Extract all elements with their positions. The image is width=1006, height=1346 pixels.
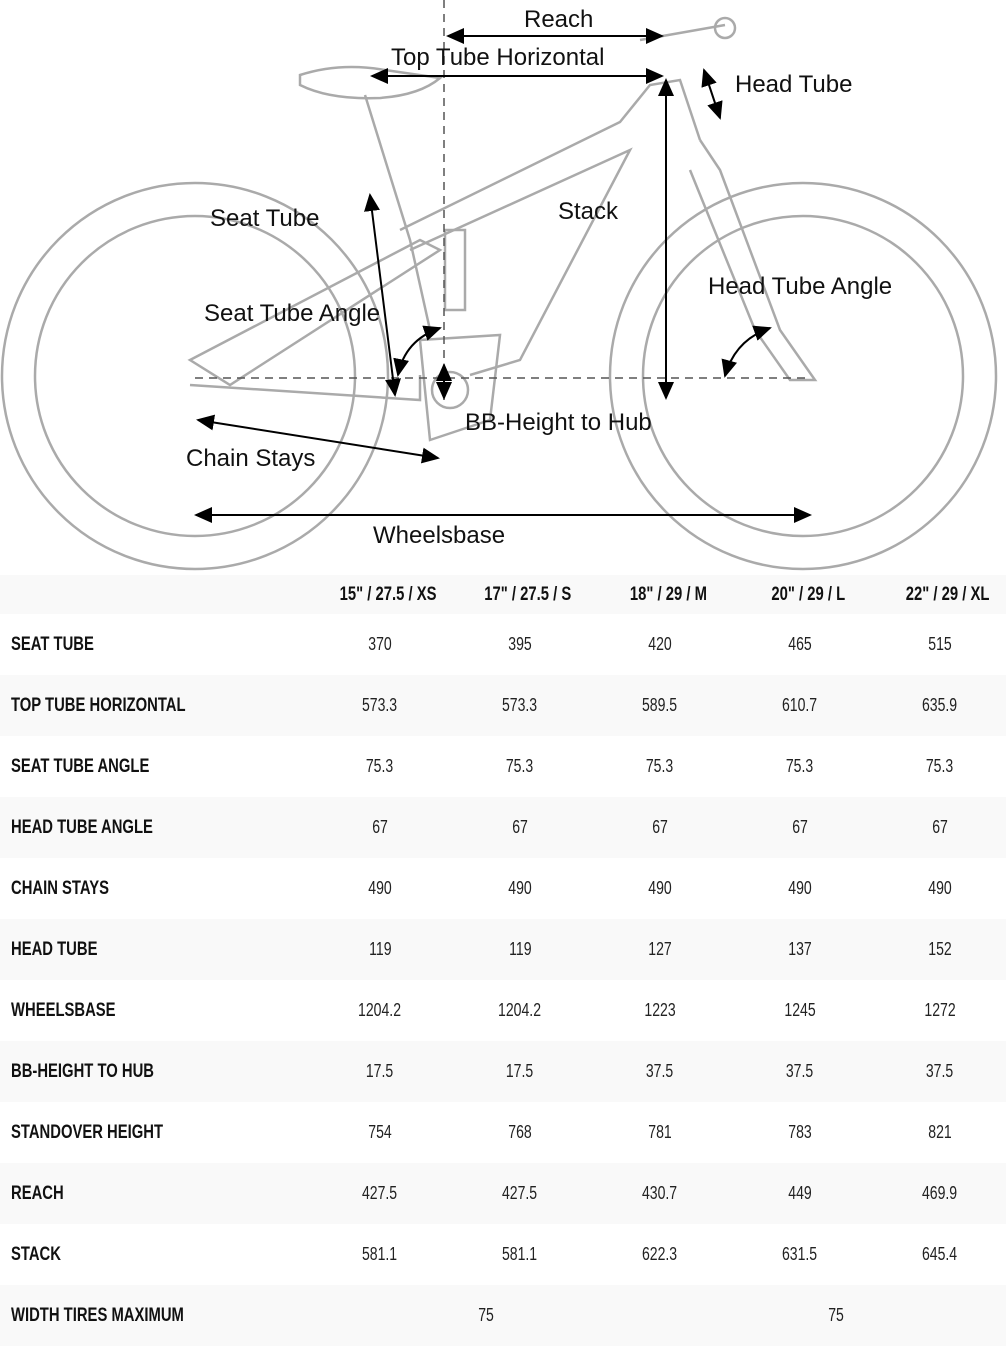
table-cell	[730, 736, 870, 797]
row-name	[11, 797, 193, 858]
cell-value: 75.3	[786, 756, 814, 776]
cell-value: 490	[648, 878, 672, 898]
table-cell	[310, 1041, 450, 1102]
table-cell	[590, 1163, 730, 1224]
table-row	[0, 614, 1006, 675]
label-head-tube-angle: Head Tube Angle	[708, 273, 893, 300]
cell-value: 152	[928, 939, 952, 959]
table-cell	[310, 1163, 450, 1224]
label-head-tube: Head Tube	[735, 71, 853, 98]
cell-value: 581.1	[362, 1244, 398, 1264]
table-row	[0, 858, 1006, 919]
cell-value: 75.3	[646, 756, 674, 776]
row-name-text: STANDOVER HEIGHT	[11, 1121, 164, 1143]
table-cell	[870, 736, 1006, 797]
label-reach: Reach	[524, 6, 594, 33]
size-column-header	[458, 575, 598, 614]
cell-value: 768	[508, 1122, 532, 1142]
cell-value: 427.5	[362, 1183, 398, 1203]
seat-angle-arrow	[398, 328, 440, 375]
row-name	[11, 736, 188, 797]
cell-value: 37.5	[926, 1061, 954, 1081]
table-cell	[450, 1163, 590, 1224]
cell-value: 17.5	[506, 1061, 534, 1081]
row-name	[11, 675, 235, 736]
cell-value: 490	[508, 878, 532, 898]
table-cell	[450, 614, 590, 675]
cell-value: 783	[788, 1122, 812, 1142]
row-name	[11, 858, 137, 919]
table-cell	[590, 858, 730, 919]
cell-value: 37.5	[646, 1061, 674, 1081]
cell-value: 1204.2	[498, 1000, 542, 1020]
label-seat-tube: Seat Tube	[210, 205, 320, 232]
cell-value: 631.5	[782, 1244, 818, 1264]
table-cell	[590, 980, 730, 1041]
table-row	[0, 1041, 1006, 1102]
table-cell	[310, 675, 450, 736]
table-cell	[730, 797, 870, 858]
table-cell	[590, 919, 730, 980]
table-cell	[730, 1041, 870, 1102]
table-row	[0, 980, 1006, 1041]
table-cell	[870, 1224, 1006, 1285]
table-cell	[450, 980, 590, 1041]
cell-value: 37.5	[786, 1061, 814, 1081]
table-cell	[310, 797, 450, 858]
table-cell	[870, 919, 1006, 980]
size-column-header	[738, 575, 878, 614]
table-cell	[416, 1285, 556, 1346]
table-cell	[730, 614, 870, 675]
cell-value: 370	[368, 634, 392, 654]
cell-value: 610.7	[782, 695, 818, 715]
table-cell	[310, 980, 450, 1041]
table-cell	[730, 1224, 870, 1285]
table-cell	[590, 797, 730, 858]
cell-value: 17.5	[366, 1061, 394, 1081]
size-label: 18" / 29 / M	[629, 583, 707, 605]
table-cell	[870, 1163, 1006, 1224]
table-cell	[730, 858, 870, 919]
cell-value: 1223	[644, 1000, 676, 1020]
table-cell	[730, 919, 870, 980]
label-stack: Stack	[558, 198, 619, 225]
seat-tube-arrow	[370, 195, 395, 395]
row-name	[11, 1285, 233, 1346]
row-name-text: WHEELSBASE	[11, 999, 116, 1021]
table-row	[0, 1285, 1006, 1346]
size-label: 22" / 29 / XL	[906, 583, 990, 605]
cell-value: 119	[368, 939, 392, 959]
table-cell	[310, 736, 450, 797]
cell-value: 1272	[924, 1000, 956, 1020]
size-column-header	[878, 575, 1006, 614]
cell-value: 427.5	[502, 1183, 538, 1203]
head-tube-arrow	[704, 70, 720, 118]
table-cell	[870, 614, 1006, 675]
cell-value: 430.7	[642, 1183, 678, 1203]
table-cell	[870, 675, 1006, 736]
table-cell	[450, 675, 590, 736]
cell-value: 75	[478, 1305, 494, 1325]
label-seat-tube-angle: Seat Tube Angle	[204, 300, 381, 327]
cell-value: 645.4	[922, 1244, 958, 1264]
rear-tire	[2, 183, 388, 569]
head-angle-arrow	[725, 328, 770, 376]
table-cell	[870, 797, 1006, 858]
cell-value: 127	[648, 939, 672, 959]
table-cell	[310, 1224, 450, 1285]
cell-value: 67	[372, 817, 388, 837]
table-cell	[450, 736, 590, 797]
table-cell	[870, 858, 1006, 919]
size-label: 20" / 29 / L	[771, 583, 845, 605]
row-name	[11, 1163, 79, 1224]
table-cell	[450, 797, 590, 858]
cell-value: 754	[368, 1122, 392, 1142]
label-bb-height: BB-Height to Hub	[465, 409, 652, 436]
table-cell	[590, 1224, 730, 1285]
cell-value: 490	[788, 878, 812, 898]
table-header	[0, 575, 1006, 614]
row-name	[11, 1102, 206, 1163]
table-cell	[310, 919, 450, 980]
label-top-tube: Top Tube Horizontal	[391, 44, 605, 71]
cell-value: 465	[788, 634, 812, 654]
cell-value: 589.5	[642, 695, 678, 715]
row-name-text: HEAD TUBE	[11, 938, 98, 960]
size-column-header	[318, 575, 458, 614]
table-cell	[730, 1163, 870, 1224]
table-cell	[310, 1102, 450, 1163]
table-cell	[450, 858, 590, 919]
table-cell	[870, 980, 1006, 1041]
table-cell	[590, 1041, 730, 1102]
cell-value: 67	[512, 817, 528, 837]
cell-value: 1204.2	[358, 1000, 402, 1020]
cell-value: 781	[648, 1122, 672, 1142]
row-name-text: SEAT TUBE ANGLE	[11, 755, 150, 777]
cell-value: 67	[792, 817, 808, 837]
row-name	[11, 1041, 194, 1102]
table-cell	[870, 1102, 1006, 1163]
row-name-text: WIDTH TIRES MAXIMUM	[11, 1304, 184, 1326]
table-cell	[450, 919, 590, 980]
cell-value: 67	[652, 817, 668, 837]
cell-value: 75.3	[926, 756, 954, 776]
table-row	[0, 1163, 1006, 1224]
row-name-text: REACH	[11, 1182, 64, 1204]
table-cell	[870, 1041, 1006, 1102]
front-tire	[610, 183, 996, 569]
row-name-text: STACK	[11, 1243, 61, 1265]
cell-value: 449	[788, 1183, 812, 1203]
table-cell	[590, 614, 730, 675]
table-cell	[730, 675, 870, 736]
table-cell	[450, 1041, 590, 1102]
cell-value: 119	[508, 939, 532, 959]
cell-value: 573.3	[362, 695, 398, 715]
table-cell	[310, 858, 450, 919]
table-row	[0, 1224, 1006, 1285]
table-cell	[730, 1102, 870, 1163]
cell-value: 1245	[784, 1000, 816, 1020]
geometry-table	[0, 575, 1006, 1346]
row-name	[11, 1224, 75, 1285]
row-name-text: CHAIN STAYS	[11, 877, 109, 899]
table-cell	[590, 675, 730, 736]
cell-value: 515	[928, 634, 952, 654]
cell-value: 573.3	[502, 695, 538, 715]
table-row	[0, 919, 1006, 980]
table-cell	[450, 1224, 590, 1285]
row-name	[11, 980, 145, 1041]
cell-value: 75.3	[506, 756, 534, 776]
geometry-diagram	[0, 0, 1006, 575]
cell-value: 420	[648, 634, 672, 654]
table-cell	[590, 1102, 730, 1163]
size-label: 17" / 27.5 / S	[484, 583, 572, 605]
size-column-header	[598, 575, 738, 614]
table-cell	[590, 736, 730, 797]
row-name	[11, 919, 122, 980]
cell-value: 75	[828, 1305, 844, 1325]
table-cell	[310, 614, 450, 675]
row-name	[11, 614, 117, 675]
cell-value: 635.9	[922, 695, 958, 715]
cell-value: 821	[928, 1122, 952, 1142]
row-name-text: HEAD TUBE ANGLE	[11, 816, 153, 838]
cell-value: 622.3	[642, 1244, 678, 1264]
cell-value: 581.1	[502, 1244, 538, 1264]
table-row	[0, 736, 1006, 797]
table-cell	[766, 1285, 906, 1346]
label-chain-stays: Chain Stays	[186, 445, 316, 472]
cell-value: 75.3	[366, 756, 394, 776]
cell-value: 469.9	[922, 1183, 958, 1203]
cell-value: 395	[508, 634, 532, 654]
cell-value: 67	[932, 817, 948, 837]
table-row	[0, 797, 1006, 858]
row-name-text: TOP TUBE HORIZONTAL	[11, 694, 186, 716]
label-wheelsbase: Wheelsbase	[373, 522, 506, 549]
table-row	[0, 675, 1006, 736]
table-row	[0, 1102, 1006, 1163]
row-name-text: BB-HEIGHT TO HUB	[11, 1060, 154, 1082]
cell-value: 490	[368, 878, 392, 898]
table-cell	[730, 980, 870, 1041]
table-cell	[450, 1102, 590, 1163]
row-name-text: SEAT TUBE	[11, 633, 94, 655]
cell-value: 490	[928, 878, 952, 898]
size-label: 15" / 27.5 / XS	[339, 583, 437, 605]
cell-value: 137	[788, 939, 812, 959]
